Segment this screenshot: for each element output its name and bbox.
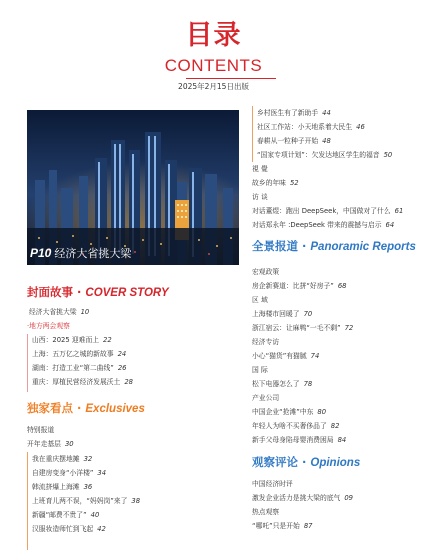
- toc-item-page: 80: [317, 408, 327, 416]
- category-label: 热点观察: [252, 508, 280, 516]
- toc-item[interactable]: [32, 525, 106, 534]
- toc-item-page: 42: [97, 525, 106, 533]
- toc-item[interactable]: [252, 282, 346, 291]
- toc-item-title: 对话董煜：跑出 DeepSeek，中国做对了什么: [252, 207, 391, 215]
- exclusives-heading-en: Exclusives: [85, 403, 145, 415]
- guide-line: [27, 334, 28, 392]
- title-divider: [186, 78, 276, 79]
- toc-item-page: 61: [394, 207, 404, 215]
- toc-item-title: 开年走基层: [27, 440, 61, 448]
- toc-item-title: 对话郑永年 :DeepSeek 带来的震撼与启示: [252, 221, 382, 229]
- toc-item[interactable]: [252, 207, 403, 216]
- toc-item-title: 春耕从一粒种子开始: [257, 137, 319, 145]
- toc-item-page: 24: [117, 350, 127, 358]
- toc-item-title: “国家专项计划”：欠发达地区学生的福音: [257, 151, 380, 159]
- category-label: ·地方两会观察: [27, 322, 70, 330]
- toc-item-title: 经济大省挑大梁: [29, 308, 77, 316]
- toc-item-title: 韩流挤爆上海滩: [32, 483, 80, 491]
- exclusives-heading-cn: 独家看点: [27, 401, 73, 415]
- toc-item[interactable]: [32, 350, 126, 359]
- toc-item[interactable]: [32, 469, 106, 478]
- issue-date: 2025年2月15日出版: [178, 82, 249, 91]
- category-label: 区 域: [252, 296, 268, 304]
- cover-caption[interactable]: [30, 243, 131, 261]
- toc-item-page: 48: [322, 137, 331, 145]
- cover-page-number: P10: [30, 246, 52, 260]
- toc-item-page: 30: [64, 440, 74, 448]
- toc-item[interactable]: [257, 109, 331, 118]
- cover-story-heading: 封面故事 · COVER STORY: [27, 285, 169, 299]
- toc-item-page: 38: [131, 497, 141, 505]
- toc-item-title: 年轻人为啥不买奢侈品了: [252, 422, 327, 430]
- toc-item-page: 26: [117, 364, 127, 372]
- toc-item-title: 故乡的年味: [252, 179, 286, 187]
- toc-item[interactable]: [257, 123, 365, 132]
- toc-item[interactable]: [32, 483, 92, 492]
- page-subtitle: CONTENTS: [164, 56, 263, 75]
- guide-line: [252, 106, 253, 162]
- cover-story-heading-en: COVER STORY: [85, 287, 169, 299]
- toc-item-title: 激发企业活力是挑大梁的底气: [252, 494, 341, 502]
- toc-item-title: 新手父母身陷母婴消费困局: [252, 436, 334, 444]
- toc-item-page: 09: [344, 494, 354, 502]
- toc-item[interactable]: [252, 494, 353, 503]
- toc-item-page: 87: [303, 522, 313, 530]
- city-skyline-photo: [27, 110, 239, 265]
- category-label: 产业公司: [252, 394, 280, 402]
- toc-item-page: 84: [337, 436, 347, 444]
- toc-item-page: 44: [322, 109, 331, 117]
- toc-item[interactable]: [27, 440, 74, 449]
- toc-item-page: 50: [383, 151, 393, 159]
- toc-item[interactable]: [252, 324, 353, 333]
- toc-item-title: 社区工作站：小天地系着大民生: [257, 123, 353, 131]
- toc-item-page: 46: [356, 123, 365, 131]
- toc-item-title: 松下电器怎么了: [252, 380, 300, 388]
- category-label: 经济专访: [252, 338, 280, 346]
- toc-item-title: 上海楼市回暖了: [252, 310, 300, 318]
- toc-item-page: 72: [344, 324, 354, 332]
- panoramic-heading-cn: 全景报道: [252, 239, 298, 253]
- page-title: 目录: [185, 20, 242, 51]
- toc-item-page: 36: [83, 483, 93, 491]
- category-label: 中国经济时评: [252, 480, 293, 488]
- toc-item-title: 我在重庆摆地摊: [32, 455, 80, 463]
- toc-item-title: “哪吒”只是开始: [252, 522, 300, 530]
- toc-item[interactable]: [32, 336, 112, 345]
- toc-item[interactable]: [252, 408, 326, 417]
- toc-item-title: 自建房变身“小洋楼”: [32, 469, 94, 477]
- toc-item[interactable]: [32, 497, 140, 506]
- opinions-heading-cn: 观察评论: [252, 455, 298, 469]
- opinions-heading: 观察评论 · Opinions: [252, 455, 361, 469]
- toc-item-title: 上班育儿两不误，“妈妈岗”来了: [32, 497, 128, 505]
- cover-story-title: 经济大省挑大梁: [54, 247, 132, 260]
- toc-item-page: 74: [310, 352, 320, 360]
- toc-item-page: 82: [330, 422, 340, 430]
- category-label: 国 际: [252, 366, 268, 374]
- toc-item-page: 28: [124, 378, 134, 386]
- toc-item-page: 32: [83, 455, 93, 463]
- category-label: 访 谈: [252, 193, 268, 201]
- toc-item-title: 小心“猫货”有猫腻: [252, 352, 307, 360]
- exclusives-heading: 独家看点 · Exclusives: [27, 401, 145, 415]
- toc-item-title: 湖南：打造工业“第二曲线”: [32, 364, 114, 372]
- category-label: 特别报道: [27, 426, 55, 434]
- toc-item[interactable]: [252, 436, 346, 445]
- toc-item[interactable]: [29, 308, 89, 317]
- panoramic-heading: 全景报道 · Panoramic Reports: [252, 239, 416, 253]
- toc-item-page: 78: [303, 380, 313, 388]
- toc-item-page: 40: [90, 511, 100, 519]
- toc-item-title: 新疆“邮费不贵了”: [32, 511, 87, 519]
- toc-item-title: 重庆：厚植民营经济发展沃土: [32, 378, 121, 386]
- toc-item[interactable]: [257, 151, 392, 160]
- toc-item-title: 中国企业“抢滩”中东: [252, 408, 314, 416]
- category-label: 宏观政策: [252, 268, 280, 276]
- toc-item[interactable]: [32, 364, 126, 373]
- opinions-heading-en: Opinions: [310, 457, 361, 469]
- toc-item[interactable]: [252, 522, 312, 531]
- cover-photo[interactable]: [27, 110, 239, 265]
- toc-item[interactable]: [252, 179, 299, 188]
- toc-item-page: 64: [385, 221, 395, 229]
- toc-item[interactable]: [32, 455, 92, 464]
- toc-item-title: 上海：五万亿之城的新故事: [32, 350, 114, 358]
- toc-item[interactable]: [252, 310, 312, 319]
- panoramic-heading-en: Panoramic Reports: [310, 241, 416, 253]
- toc-item-page: 70: [303, 310, 313, 318]
- toc-item[interactable]: [252, 380, 312, 389]
- cover-story-heading-cn: 封面故事: [27, 285, 73, 299]
- toc-item-page: 22: [103, 336, 112, 344]
- toc-item-title: 乡村医生有了新助手: [257, 109, 319, 117]
- toc-item[interactable]: [32, 511, 99, 520]
- toc-item-title: 山西：2025 迎难而上: [32, 336, 100, 344]
- toc-item[interactable]: [252, 422, 339, 431]
- toc-item[interactable]: [257, 137, 331, 146]
- toc-item-title: 浙江宿云：让麻鸭“一毛不剩”: [252, 324, 341, 332]
- category-label: 視 覺: [252, 165, 268, 173]
- toc-item[interactable]: [252, 221, 394, 230]
- toc-item[interactable]: [32, 378, 133, 387]
- guide-line: [27, 452, 28, 550]
- toc-item-title: 汉服妆造师忙到飞起: [32, 525, 94, 533]
- toc-item-page: 34: [97, 469, 107, 477]
- toc-item-page: 52: [289, 179, 299, 187]
- toc-item-page: 10: [80, 308, 90, 316]
- toc-item-title: 房企新赛道：比拼“好房子”: [252, 282, 334, 290]
- toc-item-page: 68: [337, 282, 347, 290]
- toc-item[interactable]: [252, 352, 319, 361]
